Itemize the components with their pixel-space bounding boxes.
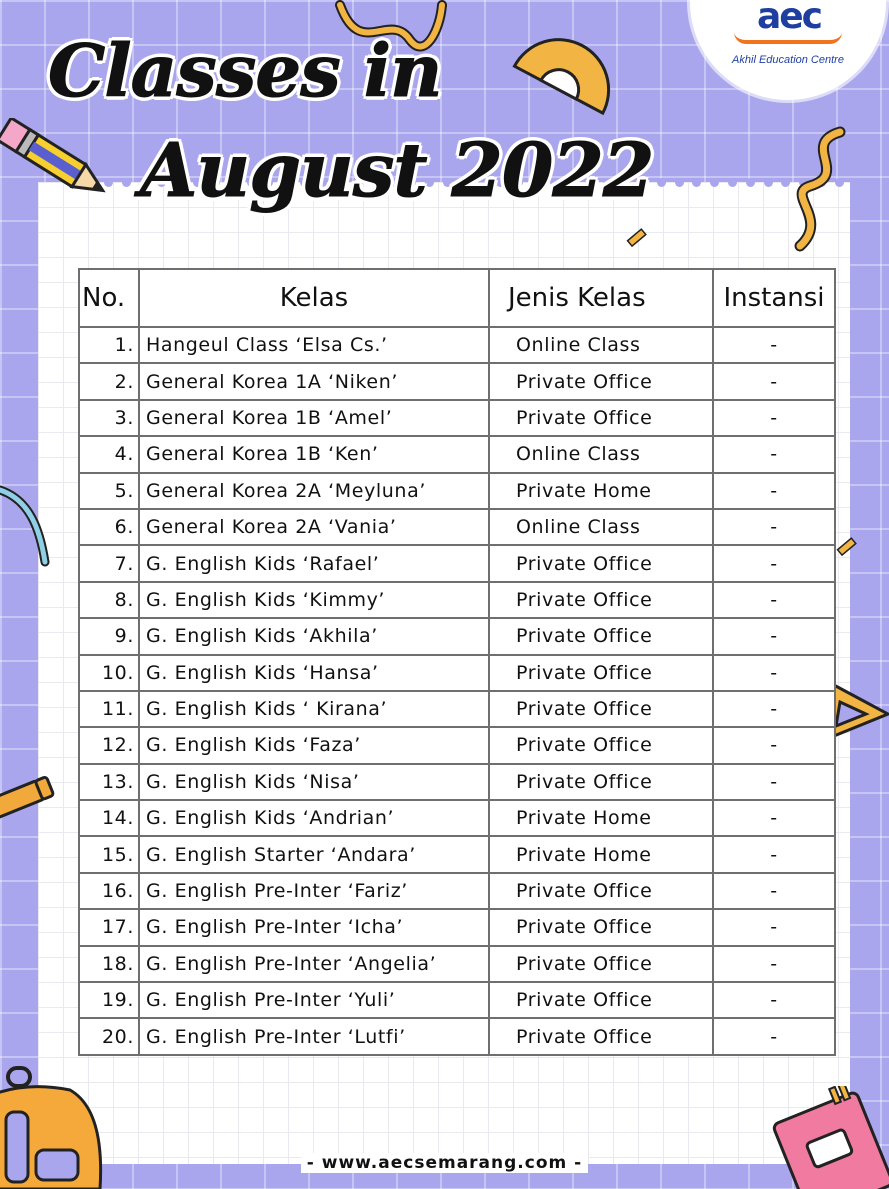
cell-kelas: G. English Pre-Inter ‘Fariz’ [139,873,489,909]
cell-jenis-kelas: Private Office [489,982,713,1018]
table-header-row [79,269,835,327]
confetti-icon [626,228,650,248]
footer [0,1153,889,1173]
cell-instansi: - [713,727,835,763]
cell-no: 4. [79,436,139,472]
cell-kelas: G. English Pre-Inter ‘Yuli’ [139,982,489,1018]
cell-instansi: - [713,327,835,363]
table-row [79,582,835,618]
table-row [79,400,835,436]
table-row [79,1018,835,1054]
table-row [79,982,835,1018]
class-table [78,268,836,1056]
cell-no: 5. [79,473,139,509]
cell-kelas: General Korea 2A ‘Meyluna’ [139,473,489,509]
cell-jenis-kelas: Online Class [489,327,713,363]
cell-no: 10. [79,655,139,691]
table-row [79,327,835,363]
table-row [79,473,835,509]
cell-instansi: - [713,618,835,654]
table-row [79,436,835,472]
cell-jenis-kelas: Private Office [489,545,713,581]
cell-no: 9. [79,618,139,654]
header-kelas: Kelas [139,269,489,327]
table-body [79,327,835,1055]
logo-mark: aec [756,0,822,37]
cell-jenis-kelas: Private Office [489,618,713,654]
cell-jenis-kelas: Private Office [489,655,713,691]
cell-kelas: Hangeul Class ‘Elsa Cs.’ [139,327,489,363]
cell-kelas: G. English Pre-Inter ‘Icha’ [139,909,489,945]
table-row [79,655,835,691]
cell-no: 19. [79,982,139,1018]
cell-kelas: G. English Starter ‘Andara’ [139,836,489,872]
cell-instansi: - [713,545,835,581]
cell-jenis-kelas: Private Office [489,727,713,763]
cell-kelas: G. English Kids ‘Kimmy’ [139,582,489,618]
cell-instansi: - [713,691,835,727]
table-row [79,873,835,909]
cell-instansi: - [713,655,835,691]
cell-no: 12. [79,727,139,763]
logo-name: Akhil Education Centre [732,54,844,66]
cell-no: 3. [79,400,139,436]
cell-no: 8. [79,582,139,618]
cell-jenis-kelas: Private Office [489,764,713,800]
cell-instansi: - [713,909,835,945]
table-row [79,618,835,654]
table-row [79,764,835,800]
protractor-icon [508,22,626,118]
header-no: No. [79,269,139,327]
cell-no: 1. [79,327,139,363]
cell-kelas: G. English Kids ‘Hansa’ [139,655,489,691]
cell-instansi: - [713,836,835,872]
cell-kelas: G. English Kids ‘Andrian’ [139,800,489,836]
cell-kelas: G. English Kids ‘Nisa’ [139,764,489,800]
cell-instansi: - [713,400,835,436]
header-jenis-kelas: Jenis Kelas [489,269,713,327]
cell-instansi: - [713,764,835,800]
cell-kelas: General Korea 2A ‘Vania’ [139,509,489,545]
cell-no: 7. [79,545,139,581]
cell-instansi: - [713,873,835,909]
table-row [79,363,835,399]
notebook-icon [762,1086,889,1189]
cell-no: 17. [79,909,139,945]
cell-kelas: G. English Kids ‘Rafael’ [139,545,489,581]
cell-no: 16. [79,873,139,909]
website-link[interactable]: - www.aecsemarang.com - [301,1153,588,1173]
cell-no: 14. [79,800,139,836]
cell-kelas: G. English Kids ‘Akhila’ [139,618,489,654]
ribbon-icon [780,124,860,254]
table-row [79,509,835,545]
table-row [79,909,835,945]
cell-instansi: - [713,363,835,399]
cell-jenis-kelas: Online Class [489,436,713,472]
cell-jenis-kelas: Private Office [489,946,713,982]
table-row [79,946,835,982]
table-row [79,545,835,581]
cell-jenis-kelas: Private Home [489,473,713,509]
cell-instansi: - [713,982,835,1018]
cell-jenis-kelas: Private Office [489,582,713,618]
cell-no: 20. [79,1018,139,1054]
cell-jenis-kelas: Online Class [489,509,713,545]
table-row [79,727,835,763]
cell-jenis-kelas: Private Office [489,400,713,436]
cell-instansi: - [713,946,835,982]
cell-kelas: G. English Kids ‘ Kirana’ [139,691,489,727]
cell-instansi: - [713,473,835,509]
cell-jenis-kelas: Private Home [489,800,713,836]
table-row [79,800,835,836]
cell-kelas: G. English Pre-Inter ‘Lutfi’ [139,1018,489,1054]
cell-no: 18. [79,946,139,982]
cell-jenis-kelas: Private Office [489,1018,713,1054]
cell-jenis-kelas: Private Office [489,873,713,909]
cell-no: 11. [79,691,139,727]
class-table-container [78,268,836,1056]
page-title-line-2: August 2022 [140,128,654,214]
cell-jenis-kelas: Private Office [489,691,713,727]
cell-no: 2. [79,363,139,399]
cell-jenis-kelas: Private Office [489,909,713,945]
page-title-line-1: Classes in [48,28,442,113]
logo [690,0,886,100]
cell-instansi: - [713,509,835,545]
cell-no: 6. [79,509,139,545]
cell-jenis-kelas: Private Office [489,363,713,399]
cell-instansi: - [713,436,835,472]
pencil-icon [0,118,110,208]
ribbon-icon [0,480,60,570]
cell-kelas: General Korea 1B ‘Amel’ [139,400,489,436]
cell-kelas: G. English Pre-Inter ‘Angelia’ [139,946,489,982]
cell-jenis-kelas: Private Home [489,836,713,872]
cell-instansi: - [713,1018,835,1054]
logo-swoosh [734,32,842,44]
cell-no: 15. [79,836,139,872]
cell-instansi: - [713,800,835,836]
table-row [79,691,835,727]
cell-kelas: General Korea 1A ‘Niken’ [139,363,489,399]
crayon-icon [0,770,60,820]
cell-kelas: G. English Kids ‘Faza’ [139,727,489,763]
header-instansi: Instansi [713,269,835,327]
cell-kelas: General Korea 1B ‘Ken’ [139,436,489,472]
cell-no: 13. [79,764,139,800]
confetti-icon [836,537,860,557]
cell-instansi: - [713,582,835,618]
table-row [79,836,835,872]
